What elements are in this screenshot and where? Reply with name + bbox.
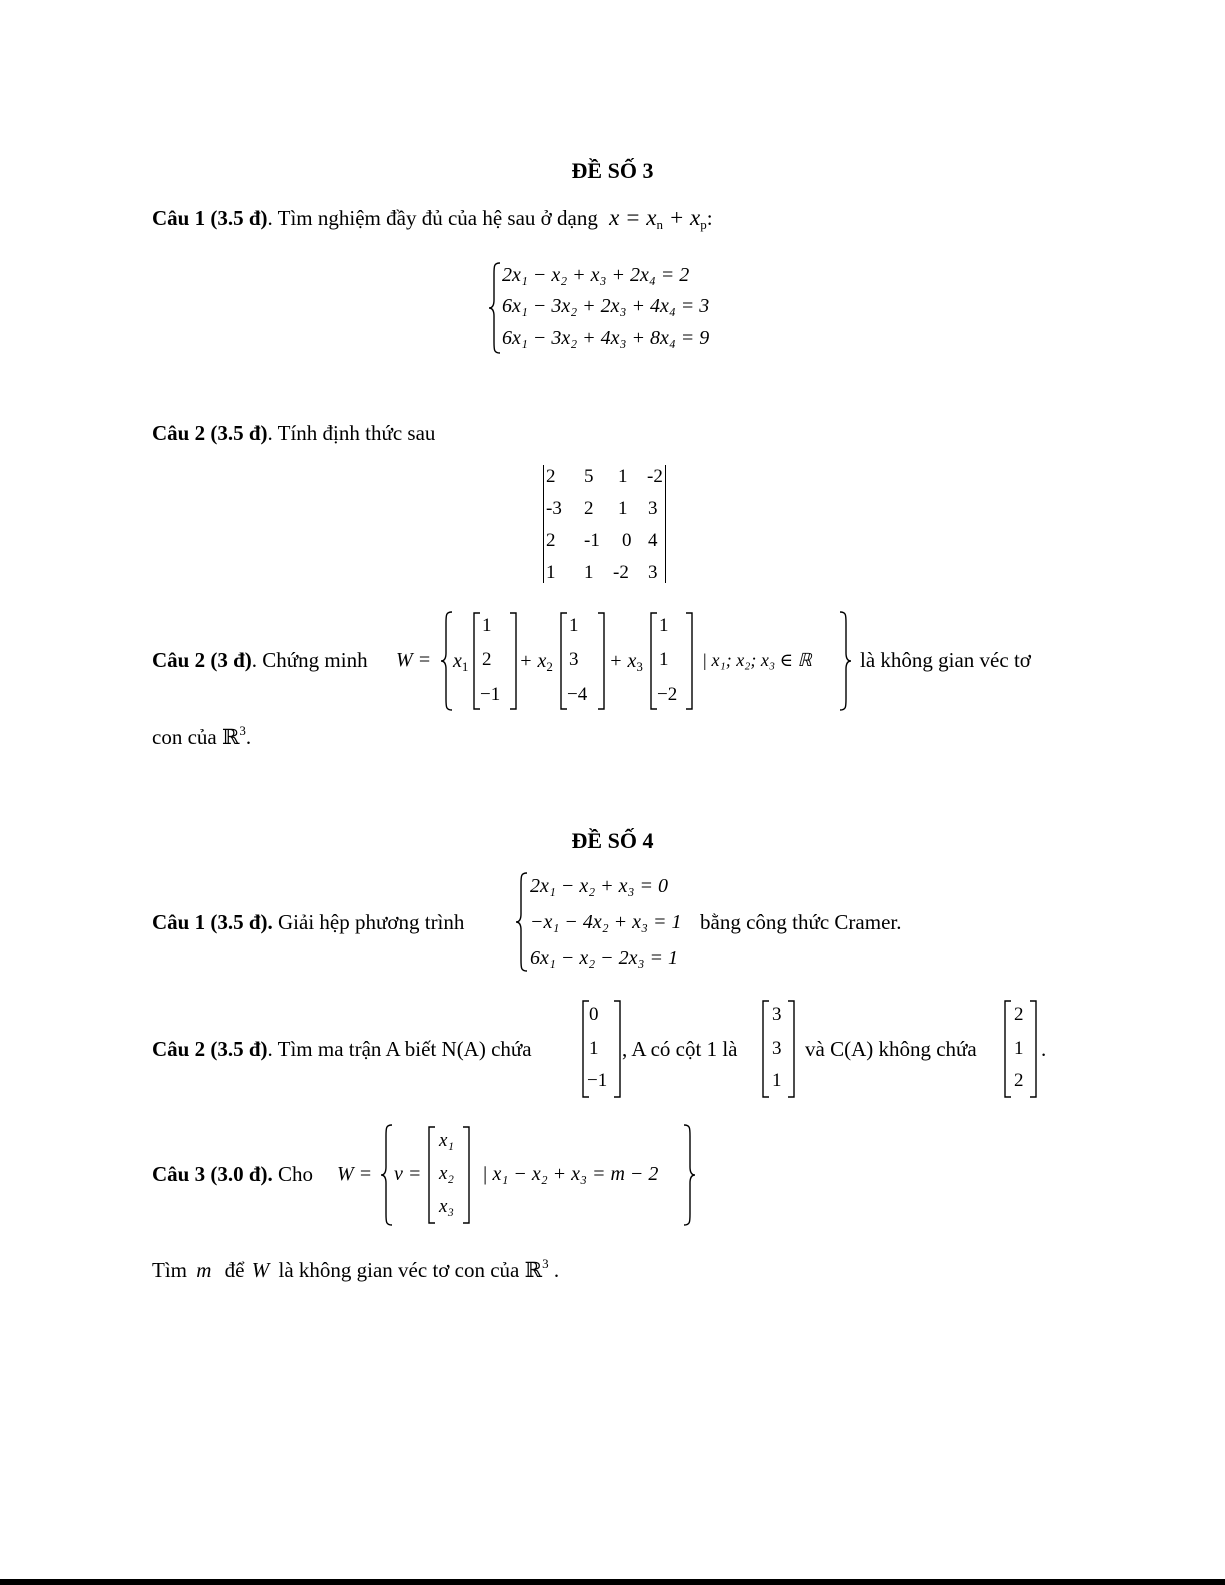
de4-q2-mid2: và C(A) không chứa <box>805 1037 977 1061</box>
det-cell: 1 <box>618 498 628 519</box>
de3-q1-eq1: 2x₁ − x₂ + x₃ + 2x₄ = 2 <box>502 264 690 286</box>
bracket-right <box>462 1126 470 1224</box>
de4-q3-v: v = <box>394 1163 422 1185</box>
colon: : <box>706 206 713 230</box>
de4-q2-dot: . <box>1041 1037 1047 1061</box>
bracket-right <box>685 612 693 710</box>
left-curly-brace <box>440 611 454 711</box>
de4-q2-label: Câu 2 (3.5 đ) <box>152 1037 268 1061</box>
vec-entry: x₁ <box>439 1130 455 1151</box>
page-bottom-border <box>0 1579 1225 1585</box>
det-cell: -1 <box>584 530 600 551</box>
sub-3: 3 <box>636 659 643 674</box>
de4-q2-line <box>152 1037 532 1062</box>
x-letter: x <box>453 650 462 672</box>
vec-entry: 2 <box>1014 1070 1024 1091</box>
de3-q3-cond: | x₁; x₂; x₃ ∈ ℝ <box>702 650 812 670</box>
det-cell: 3 <box>648 498 658 519</box>
vec-entry: 2 <box>482 649 492 670</box>
vec-entry: 3 <box>772 1038 782 1059</box>
sub-2: 2 <box>546 659 553 674</box>
de4-q3-text: Cho <box>272 1162 314 1186</box>
de4-q1-eq1: 2x₁ − x₂ + x₃ = 0 <box>530 875 668 897</box>
de3-q3-x1 <box>453 650 468 675</box>
vec-entry: 3 <box>569 649 579 670</box>
de3-q2-label: Câu 2 (3.5 đ) <box>152 421 268 445</box>
sub-p: p <box>700 217 707 232</box>
vec-entry: −2 <box>657 684 678 705</box>
det-cell: 0 <box>622 530 632 551</box>
rest-text: là không gian véc tơ con của ℝ <box>278 1258 543 1282</box>
w-var: W <box>251 1258 270 1282</box>
de4-q1-text: Giải hệp phương trình <box>272 910 465 934</box>
de3-q3-x3 <box>609 650 643 675</box>
de-text: để <box>224 1258 245 1282</box>
left-curly-brace <box>380 1124 394 1226</box>
tim-text: Tìm <box>152 1258 187 1282</box>
vec-entry: 2 <box>1014 1004 1024 1025</box>
x-letter: + x <box>519 650 547 672</box>
vec-entry: −1 <box>480 684 501 705</box>
de4-q3-line <box>152 1162 313 1187</box>
de4-q3-w: W = <box>337 1163 373 1185</box>
det-cell: 2 <box>546 466 556 487</box>
vec-entry: 1 <box>569 615 579 636</box>
det-left-bar <box>543 465 544 583</box>
det-cell: 1 <box>618 466 628 487</box>
bracket-right <box>613 1000 621 1098</box>
vec-entry: −1 <box>587 1070 608 1091</box>
sub-n: n <box>656 217 664 232</box>
sub-1: 1 <box>461 659 469 674</box>
vec-entry: 0 <box>589 1004 599 1025</box>
vec-entry: 1 <box>659 615 669 636</box>
de3-q1-label: Câu 1 (3.5 đ) <box>152 206 268 230</box>
bracket-right <box>597 612 605 710</box>
left-brace <box>515 872 529 972</box>
de4-q1-label: Câu 1 (3.5 đ). <box>152 910 273 934</box>
vec-entry: 1 <box>772 1070 782 1091</box>
de3-q2-text: . Tính định thức sau <box>267 421 436 445</box>
line2-text: con của ℝ <box>152 725 240 749</box>
de3-q3-tail: là không gian véc tơ <box>860 648 1031 672</box>
vec-entry: 1 <box>589 1038 599 1059</box>
dot: . <box>548 1258 560 1282</box>
m-var: m <box>196 1258 212 1282</box>
de4-q1-tail: bằng công thức Cramer. <box>700 910 902 934</box>
de3-q3-w: W = <box>396 649 432 671</box>
de3-q3-text: . Chứng minh <box>251 648 368 672</box>
det-cell: -2 <box>613 562 629 583</box>
vec-entry: x₂ <box>439 1163 455 1184</box>
det-cell: 1 <box>546 562 556 583</box>
det-cell: -2 <box>647 466 663 487</box>
x-letter: + x <box>609 650 637 672</box>
vec-entry: 1 <box>1014 1038 1024 1059</box>
det-cell: 5 <box>584 466 594 487</box>
vec-entry: x₃ <box>439 1196 455 1217</box>
right-curly-brace <box>838 611 852 711</box>
det-cell: 1 <box>584 562 594 583</box>
de4-q3-label: Câu 3 (3.0 đ). <box>152 1162 273 1186</box>
det-cell: 3 <box>648 562 658 583</box>
right-curly-brace <box>682 1124 696 1226</box>
de3-q1-line <box>152 205 713 233</box>
form-x: x = x <box>609 205 657 230</box>
form-plus: + x <box>663 205 701 230</box>
left-brace <box>488 262 502 354</box>
bracket-left <box>1004 1000 1012 1098</box>
de4-q3-line2 <box>152 1256 559 1283</box>
de3-q3-line2 <box>152 723 251 750</box>
vec-entry: −4 <box>567 684 588 705</box>
bracket-left <box>762 1000 770 1098</box>
page-title-de4: ĐỀ SỐ 4 <box>571 828 654 853</box>
de4-q1-eq3: 6x₁ − x₂ − 2x₃ = 1 <box>530 947 678 969</box>
de4-q1-eq2: −x₁ − 4x₂ + x₃ = 1 <box>530 911 682 933</box>
de3-q1-eq2: 6x₁ − 3x₂ + 2x₃ + 4x₄ = 3 <box>502 295 710 317</box>
vec-entry: 1 <box>659 649 669 670</box>
de4-q1-line <box>152 910 464 935</box>
de3-q3-label: Câu 2 (3 đ) <box>152 648 252 672</box>
de3-q3-line <box>152 648 368 673</box>
de4-q2-mid: , A có cột 1 là <box>622 1037 738 1061</box>
bracket-right <box>509 612 517 710</box>
det-cell: 2 <box>584 498 594 519</box>
superscript-3: 3 <box>239 723 246 738</box>
det-right-bar <box>665 465 666 583</box>
de3-q1-form <box>609 205 707 230</box>
det-cell: -3 <box>546 498 562 519</box>
vec-entry: 1 <box>482 615 492 636</box>
bracket-right <box>1029 1000 1037 1098</box>
page-title-de3: ĐỀ SỐ 3 <box>571 158 654 183</box>
det-cell: 2 <box>546 530 556 551</box>
superscript-3: 3 <box>542 1256 549 1271</box>
de3-q1-text: . Tìm nghiệm đầy đủ của hệ sau ở dạng <box>267 206 598 230</box>
bracket-left <box>428 1126 436 1224</box>
de4-q3-cond: | x₁ − x₂ + x₃ = m − 2 <box>482 1163 659 1185</box>
dot: . <box>245 725 252 749</box>
bracket-right <box>787 1000 795 1098</box>
de3-q3-x2 <box>519 650 553 675</box>
vec-entry: 3 <box>772 1004 782 1025</box>
det-cell: 4 <box>648 530 658 551</box>
de4-q2-text: . Tìm ma trận A biết N(A) chứa <box>267 1037 532 1061</box>
de3-q2-line <box>152 421 435 446</box>
de3-q1-eq3: 6x₁ − 3x₂ + 4x₃ + 8x₄ = 9 <box>502 327 710 349</box>
